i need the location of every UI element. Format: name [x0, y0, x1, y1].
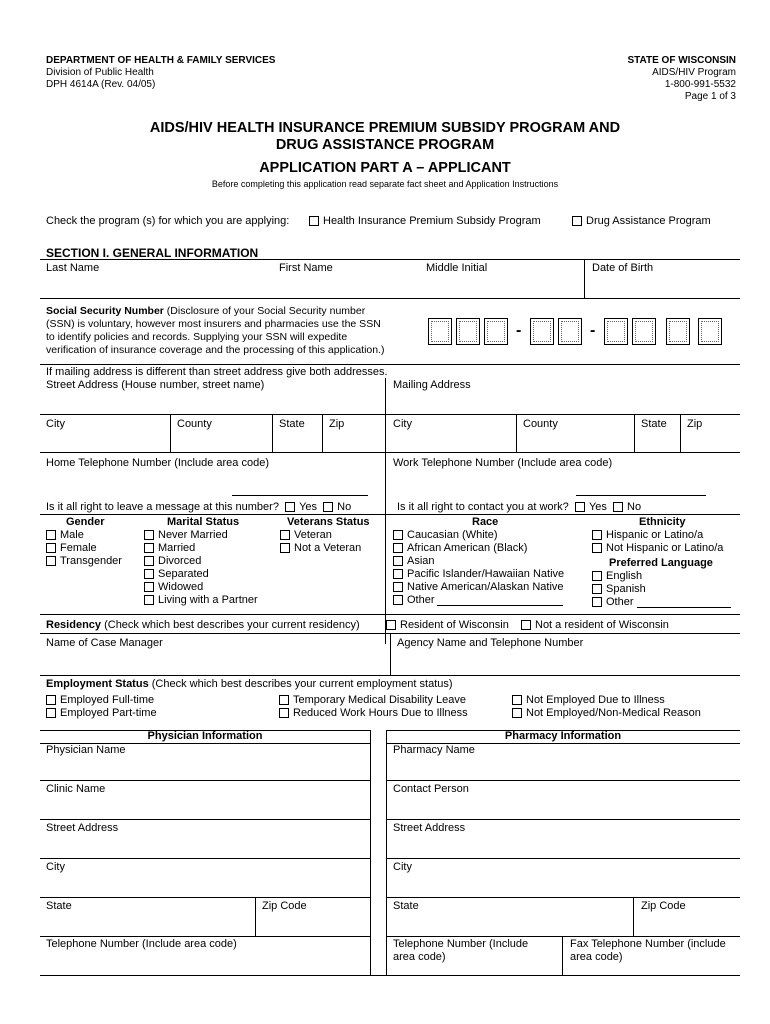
marital-option[interactable]: Never Married — [144, 529, 228, 541]
checkbox[interactable] — [144, 582, 154, 592]
form-title-line2: DRUG ASSISTANCE PROGRAM — [275, 137, 495, 153]
divider — [386, 730, 387, 975]
checkbox[interactable] — [393, 530, 403, 540]
veterans-option[interactable]: Not a Veteran — [280, 542, 361, 554]
ssn-digit-5[interactable] — [558, 318, 582, 345]
program-option-drug[interactable]: Drug Assistance Program — [572, 215, 711, 227]
marital-option[interactable]: Married — [144, 542, 195, 554]
checkbox[interactable] — [46, 530, 56, 540]
pharmacy-phone-label-line1: Telephone Number (Include — [393, 938, 529, 950]
ethnicity-heading: Ethnicity — [639, 516, 686, 528]
checkbox[interactable] — [144, 569, 154, 579]
clinic-name-label: Clinic Name — [46, 783, 106, 795]
dob-label: Date of Birth — [592, 262, 654, 274]
checkbox[interactable] — [386, 620, 396, 630]
marital-option[interactable]: Widowed — [144, 581, 203, 593]
pharmacy-phone-label-line2: area code) — [393, 951, 446, 963]
checkbox[interactable] — [393, 595, 403, 605]
language-option[interactable]: Other — [592, 596, 731, 608]
divider — [40, 819, 370, 820]
residency-option-nonresident[interactable]: Not a resident of Wisconsin — [521, 619, 669, 631]
section-heading: SECTION I. GENERAL INFORMATION — [46, 246, 259, 260]
ssn-label-line4: verification of insurance coverage and the processing of this application.) — [46, 344, 385, 356]
phone-entry-line — [576, 495, 706, 496]
divider — [386, 819, 740, 820]
contact-person-label: Contact Person — [393, 783, 469, 795]
mailing-address-label: Mailing Address — [393, 379, 471, 391]
gender-option[interactable]: Female — [46, 542, 97, 554]
checkbox[interactable] — [572, 216, 582, 226]
physician-zip-label: Zip Code — [262, 900, 307, 912]
ssn-digit-2[interactable] — [456, 318, 480, 345]
mailing-zip-label: Zip — [687, 418, 703, 430]
checkbox[interactable] — [521, 620, 531, 630]
checkbox[interactable] — [46, 708, 56, 718]
divider — [390, 633, 391, 675]
divider — [40, 414, 740, 415]
checkbox[interactable] — [575, 502, 585, 512]
checkbox[interactable] — [512, 695, 522, 705]
checkbox[interactable] — [393, 569, 403, 579]
checkbox[interactable] — [285, 502, 295, 512]
checkbox[interactable] — [46, 556, 56, 566]
mailing-county-label: County — [523, 418, 558, 430]
divider — [386, 897, 740, 898]
home-phone-label: Home Telephone Number (Include area code) — [46, 457, 269, 469]
divider — [40, 452, 740, 453]
program-prompt: Check the program (s) for which you are applying: — [46, 215, 290, 227]
physician-street-label: Street Address — [46, 822, 119, 834]
divider — [634, 414, 635, 452]
language-option[interactable]: English — [592, 570, 642, 582]
checkbox[interactable] — [144, 530, 154, 540]
marital-option[interactable]: Living with a Partner — [144, 594, 258, 606]
physician-city-label: City — [46, 861, 65, 873]
ethnicity-option[interactable]: Hispanic or Latino/a — [592, 529, 703, 541]
divider — [255, 897, 256, 936]
pharmacy-street-label: Street Address — [393, 822, 466, 834]
program-name: AIDS/HIV Program — [652, 67, 736, 78]
checkbox[interactable] — [144, 543, 154, 553]
employment-option[interactable]: Temporary Medical Disability Leave — [279, 694, 466, 706]
divider — [680, 414, 681, 452]
checkbox[interactable] — [592, 571, 602, 581]
checkbox[interactable] — [144, 556, 154, 566]
race-option[interactable]: Other — [393, 594, 563, 606]
checkbox[interactable] — [592, 530, 602, 540]
form-title-line3: APPLICATION PART A – APPLICANT — [259, 160, 511, 176]
gender-heading: Gender — [66, 516, 105, 528]
form-number: DPH 4614A (Rev. 04/05) — [46, 79, 156, 90]
ssn-label-line3: to identify policies and records. Supplying your SSN will expedite — [46, 331, 348, 343]
physician-phone-label: Telephone Number (Include area code) — [46, 938, 237, 950]
employment-label: Employment Status (Check which best describes your current employment status) — [46, 678, 453, 690]
contact-work-question: Is it all right to contact you at work? Yes No — [397, 501, 642, 513]
ssn-digit-9[interactable] — [698, 318, 722, 345]
checkbox[interactable] — [279, 695, 289, 705]
employment-option[interactable]: Employed Part-time — [46, 707, 157, 719]
pharmacy-name-label: Pharmacy Name — [393, 744, 475, 756]
marital-option[interactable]: Divorced — [144, 555, 201, 567]
physician-state-label: State — [46, 900, 72, 912]
ssn-dash: - — [516, 322, 522, 339]
leave-message-question: Is it all right to leave a message at this number? Yes No — [46, 501, 352, 513]
gender-option[interactable]: Male — [46, 529, 84, 541]
checkbox[interactable] — [46, 695, 56, 705]
divider — [40, 514, 740, 515]
race-heading: Race — [472, 516, 499, 528]
checkbox[interactable] — [144, 595, 154, 605]
race-option[interactable]: African American (Black) — [393, 542, 527, 554]
checkbox[interactable] — [323, 502, 333, 512]
divider — [40, 614, 740, 615]
race-option[interactable]: Native American/Alaskan Native — [393, 581, 564, 593]
state-name: STATE OF WISCONSIN — [627, 55, 736, 66]
ethnicity-option[interactable]: Not Hispanic or Latino/a — [592, 542, 723, 554]
veterans-option[interactable]: Veteran — [280, 529, 332, 541]
checkbox[interactable] — [279, 708, 289, 718]
divider — [385, 378, 386, 644]
page-number: Page 1 of 3 — [684, 91, 736, 102]
instructions-note: Before completing this application read separate fact sheet and Application Instructions — [211, 179, 559, 189]
checkbox[interactable] — [592, 543, 602, 553]
checkbox[interactable] — [280, 530, 290, 540]
divider — [386, 858, 740, 859]
zip-label: Zip — [329, 418, 345, 430]
divider — [386, 780, 740, 781]
middle-initial-label: Middle Initial — [426, 262, 488, 274]
divider — [40, 897, 370, 898]
checkbox[interactable] — [393, 556, 403, 566]
race-option[interactable]: Caucasian (White) — [393, 529, 497, 541]
checkbox[interactable] — [309, 216, 319, 226]
checkbox[interactable] — [46, 543, 56, 553]
employment-option[interactable]: Employed Full-time — [46, 694, 154, 706]
divider — [40, 675, 740, 676]
pharmacy-city-label: City — [393, 861, 412, 873]
divider — [40, 298, 740, 299]
checkbox[interactable] — [393, 582, 403, 592]
ssn-digit-3[interactable] — [484, 318, 508, 345]
language-heading: Preferred Language — [609, 557, 713, 569]
gender-option[interactable]: Transgender — [46, 555, 122, 567]
ssn-digit-4[interactable] — [530, 318, 554, 345]
divider — [40, 259, 740, 260]
race-option[interactable]: Asian — [393, 555, 435, 567]
mailing-state-label: State — [641, 418, 667, 430]
department-name: DEPARTMENT OF HEALTH & FAMILY SERVICES — [46, 55, 276, 66]
divider — [40, 858, 370, 859]
checkbox[interactable] — [613, 502, 623, 512]
divider — [40, 936, 370, 937]
divider — [170, 414, 171, 452]
city-label: City — [46, 418, 65, 430]
county-label: County — [177, 418, 212, 430]
mailing-city-label: City — [393, 418, 412, 430]
pharmacy-heading: Pharmacy Information — [504, 730, 622, 742]
pharmacy-state-label: State — [393, 900, 419, 912]
form-title-line1: AIDS/HIV HEALTH INSURANCE PREMIUM SUBSIDY PROGRAM AND — [149, 120, 621, 136]
race-option[interactable]: Pacific Islander/Hawaiian Native — [393, 568, 564, 580]
work-phone-label: Work Telephone Number (Include area code) — [393, 457, 613, 469]
divider — [562, 936, 563, 975]
agency-label: Agency Name and Telephone Number — [397, 637, 584, 649]
program-phone: 1-800-991-5532 — [664, 79, 736, 90]
ssn-label-line2: (SSN) is voluntary, however most insurers and pharmacies use the SSN — [46, 318, 381, 330]
physician-heading: Physician Information — [147, 730, 263, 742]
divider — [40, 364, 740, 365]
pharmacy-fax-label-line2: area code) — [570, 951, 623, 963]
marital-heading: Marital Status — [167, 516, 240, 528]
mailing-note: If mailing address is different than street address give both addresses. — [46, 366, 388, 378]
state-label: State — [279, 418, 305, 430]
checkbox[interactable] — [592, 597, 602, 607]
marital-option[interactable]: Separated — [144, 568, 209, 580]
divider — [584, 259, 585, 298]
street-address-label: Street Address (House number, street name) — [46, 379, 265, 391]
ssn-digit-1[interactable] — [428, 318, 452, 345]
ssn-digit-8[interactable] — [666, 318, 690, 345]
divider — [322, 414, 323, 452]
divider — [386, 936, 740, 937]
pharmacy-fax-label-line1: Fax Telephone Number (include — [570, 938, 726, 950]
first-name-label: First Name — [279, 262, 333, 274]
divider — [272, 414, 273, 452]
employment-option[interactable]: Not Employed/Non-Medical Reason — [512, 707, 701, 719]
divider — [633, 897, 634, 936]
ssn-digit-7[interactable] — [632, 318, 656, 345]
divider — [516, 414, 517, 452]
pharmacy-zip-label: Zip Code — [641, 900, 686, 912]
residency-option-wisconsin[interactable]: Resident of Wisconsin — [386, 619, 509, 631]
program-option-premium[interactable]: Health Insurance Premium Subsidy Program — [309, 215, 541, 227]
last-name-label: Last Name — [46, 262, 100, 274]
case-manager-label: Name of Case Manager — [46, 637, 163, 649]
divider — [40, 780, 370, 781]
divider — [370, 730, 371, 975]
division-name: Division of Public Health — [46, 67, 154, 78]
employment-option[interactable]: Not Employed Due to Illness — [512, 694, 665, 706]
checkbox[interactable] — [592, 584, 602, 594]
language-option[interactable]: Spanish — [592, 583, 646, 595]
employment-option[interactable]: Reduced Work Hours Due to Illness — [279, 707, 468, 719]
veterans-heading: Veterans Status — [287, 516, 370, 528]
physician-name-label: Physician Name — [46, 744, 126, 756]
ssn-digit-6[interactable] — [604, 318, 628, 345]
phone-entry-line — [232, 495, 368, 496]
residency-label: Residency (Check which best describes your current residency) — [46, 619, 360, 631]
checkbox[interactable] — [280, 543, 290, 553]
checkbox[interactable] — [393, 543, 403, 553]
ssn-dash: - — [590, 322, 596, 339]
checkbox[interactable] — [512, 708, 522, 718]
divider — [40, 975, 740, 976]
ssn-label-line1: Social Security Number (Disclosure of your Social Security number — [46, 305, 366, 317]
